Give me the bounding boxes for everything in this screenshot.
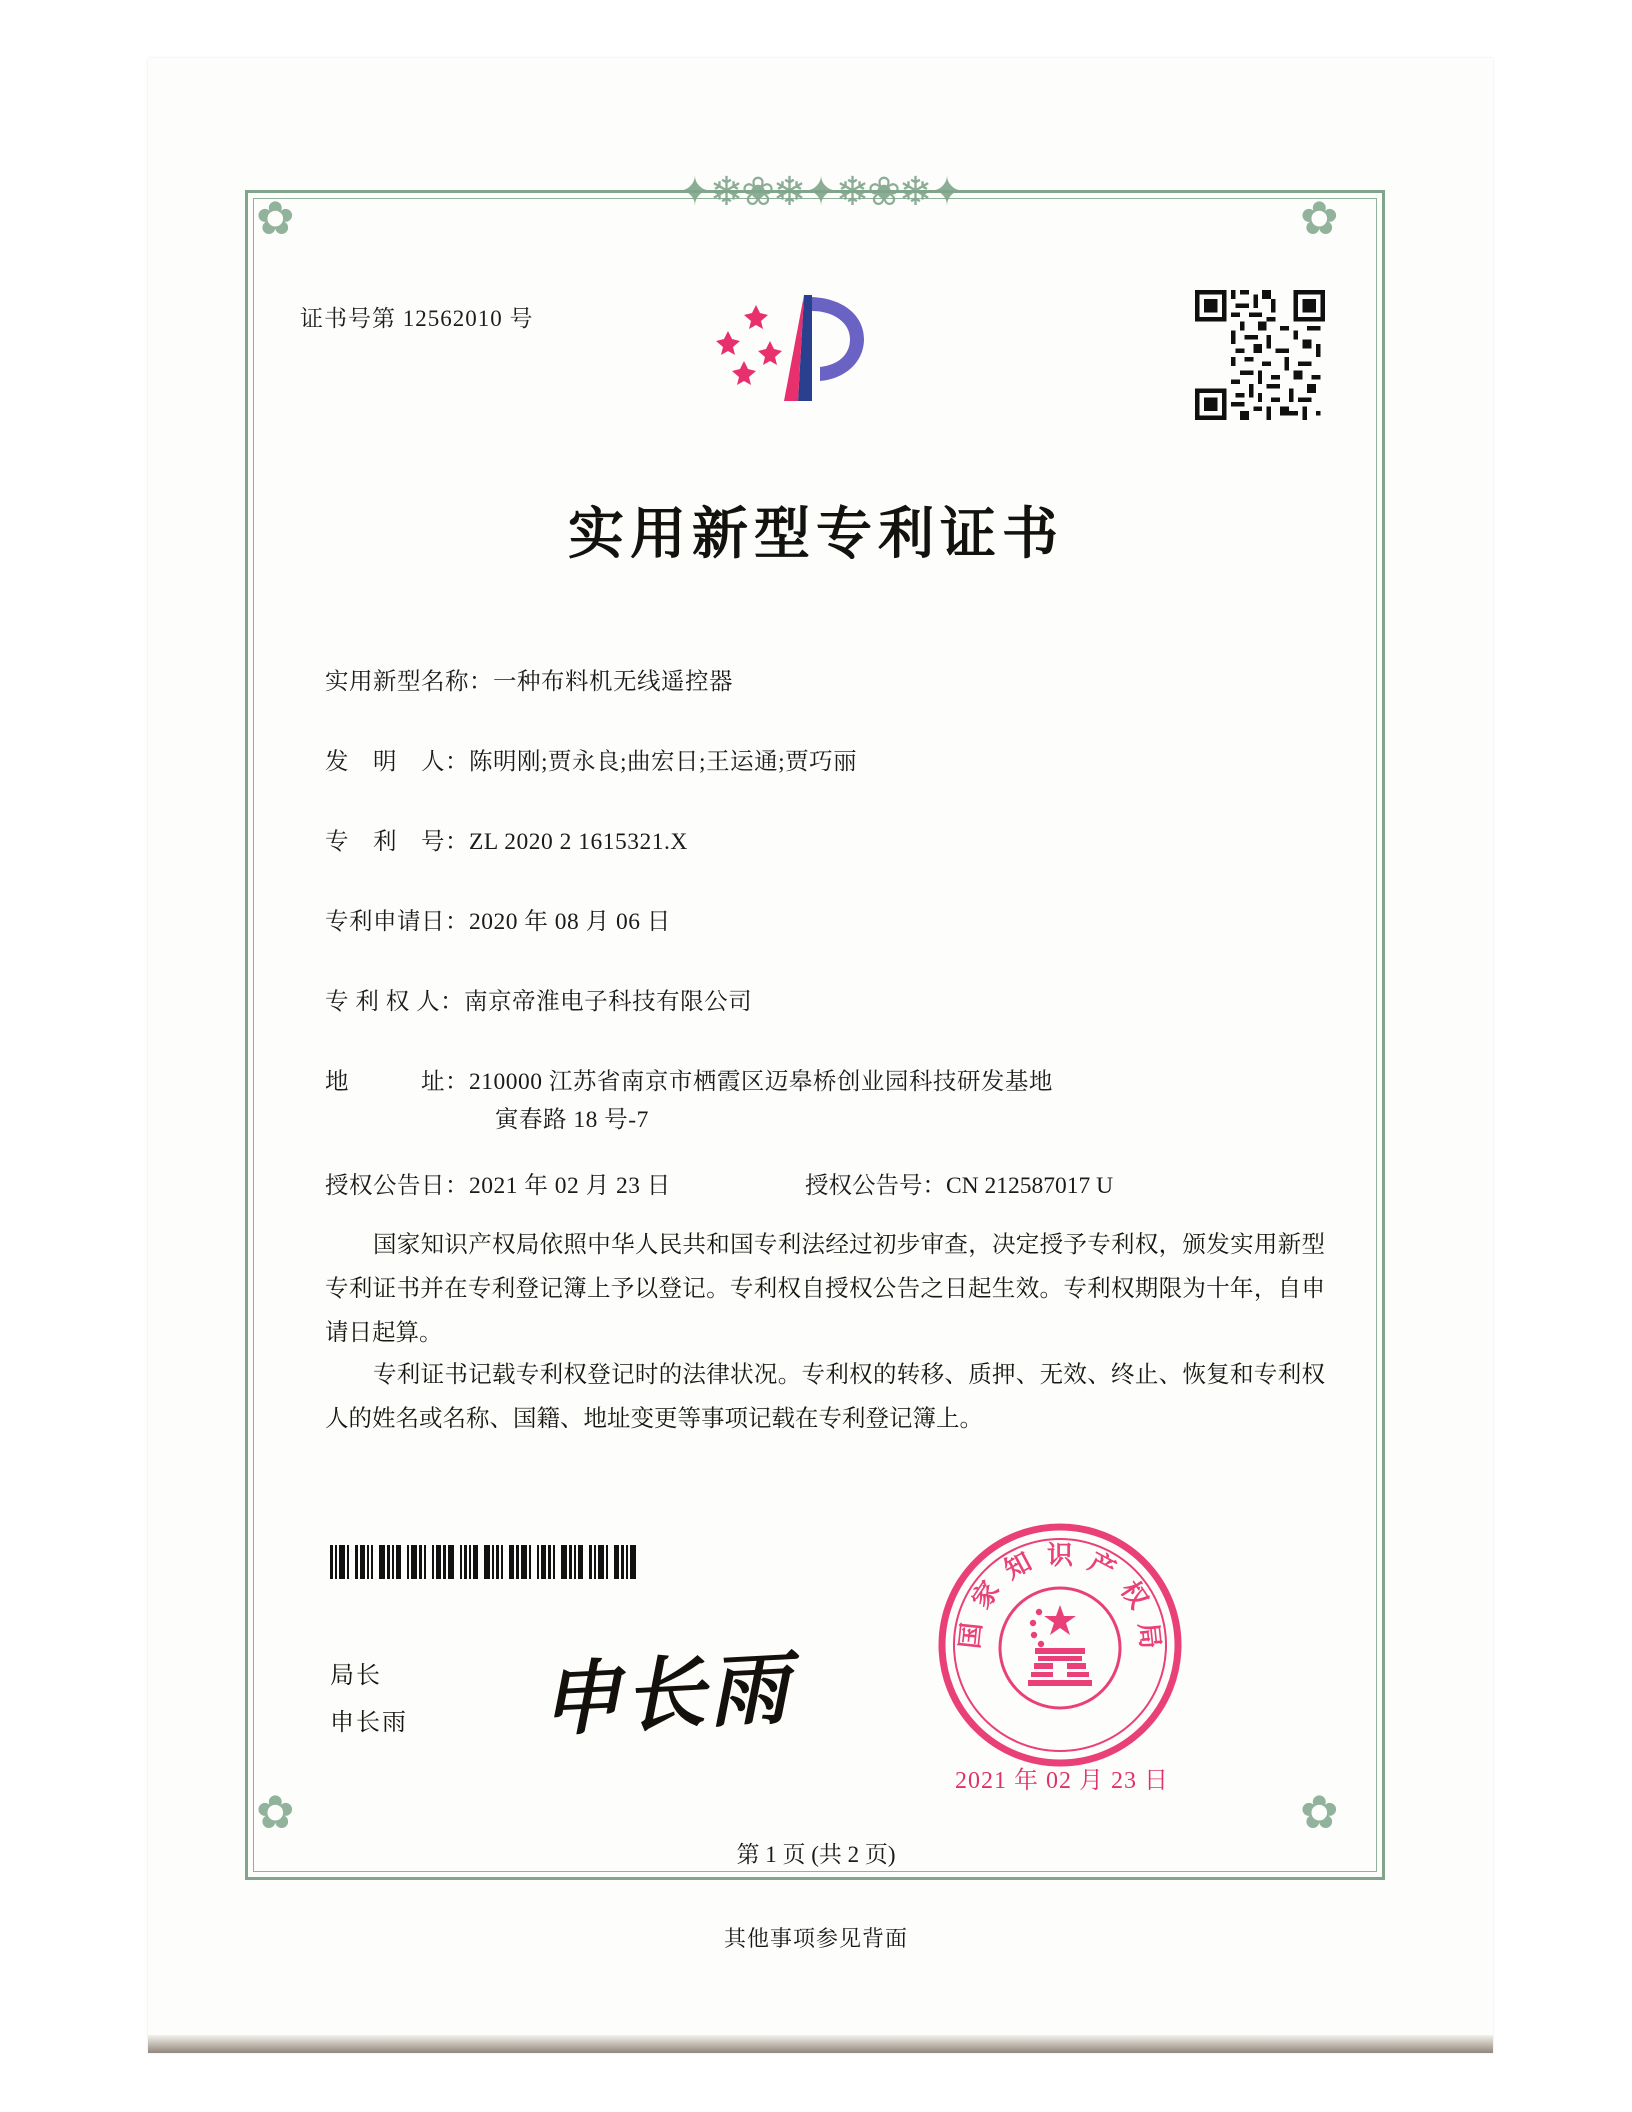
svg-text:知: 知 <box>999 1547 1037 1586</box>
director-title-label: 局长 <box>330 1663 382 1689</box>
field-label: 专 利 权 人： <box>325 989 465 1015</box>
field-address-line2: 寅春路 18 号-7 <box>495 1107 649 1133</box>
field-value: 一种布料机无线遥控器 <box>493 669 733 695</box>
seal-date: 2021 年 02 月 23 日 <box>955 1768 1169 1794</box>
corner-ornament-top-left: ✿ <box>256 193 291 244</box>
scan-edge-bottom <box>148 2035 1493 2053</box>
field-address <box>325 1062 1053 1096</box>
top-ornament: ✦❄❀❄✦❄❀❄✦ <box>678 169 962 214</box>
field-value: ZL 2020 2 1615321.X <box>469 829 688 855</box>
cnipa-official-seal <box>935 1520 1185 1770</box>
cnipa-logo-icon <box>712 283 892 413</box>
field-value: 2020 年 08 月 06 日 <box>469 909 671 935</box>
field-label: 实用新型名称： <box>325 669 493 695</box>
field-value: CN 212587017 U <box>946 1173 1114 1199</box>
corner-ornament-bottom-left: ✿ <box>256 1787 291 1838</box>
director-name-label: 申长雨 <box>330 1710 408 1736</box>
field-label: 专 利 号： <box>325 829 469 855</box>
svg-text:局: 局 <box>1132 1621 1165 1651</box>
page-title: 实用新型专利证书 <box>568 501 1064 567</box>
field-label: 专利申请日： <box>325 909 469 935</box>
field-value: 南京帝淮电子科技有限公司 <box>464 989 753 1015</box>
certificate-number: 证书号第 12562010 号 <box>300 306 534 331</box>
field-grant-date <box>325 1166 671 1200</box>
page-indicator: 第 1 页 (共 2 页) <box>736 1842 896 1867</box>
svg-text:国: 国 <box>955 1621 988 1651</box>
field-grant-number <box>805 1166 1113 1200</box>
corner-ornament-top-right: ✿ <box>1300 193 1335 244</box>
field-label: 授权公告日： <box>325 1173 469 1199</box>
field-patentee <box>325 982 752 1016</box>
handwritten-signature: 申长雨 <box>538 1640 795 1748</box>
field-label: 地 址： <box>325 1069 469 1095</box>
field-patent-number <box>325 822 688 856</box>
field-label: 发 明 人： <box>325 749 469 775</box>
field-value: 2021 年 02 月 23 日 <box>469 1173 671 1199</box>
field-value: 陈明刚;贾永良;曲宏日;王运通;贾巧丽 <box>469 749 858 775</box>
barcode <box>330 1545 670 1579</box>
legal-paragraph-2: 专利证书记载专利权登记时的法律状况。专利权的转移、质押、无效、终止、恢复和专利权人的姓名或名称、国籍、地址变更等事项记载在专利登记簿上。 <box>325 1360 1325 1432</box>
field-application-date <box>325 902 671 936</box>
decorative-border-frame-inner <box>253 193 1377 1872</box>
field-label: 授权公告号： <box>805 1173 946 1199</box>
footer-note: 其他事项参见背面 <box>723 1926 908 1951</box>
qr-code-icon <box>1195 290 1325 420</box>
svg-text:识: 识 <box>1046 1541 1074 1571</box>
field-utility-model-name <box>325 662 733 696</box>
field-value: 210000 江苏省南京市栖霞区迈皋桥创业园科技研发基地 <box>469 1069 1053 1095</box>
svg-text:产: 产 <box>1083 1547 1121 1586</box>
field-inventor <box>325 742 857 776</box>
legal-paragraph-1: 国家知识产权局依照中华人民共和国专利法经过初步审查，决定授予专利权，颁发实用新型专利证书并在专利登记簿上予以登记。专利权自授权公告之日起生效。专利权期限为十年，自申请日起算。 <box>325 1230 1325 1346</box>
svg-text:家: 家 <box>966 1576 1006 1615</box>
svg-text:权: 权 <box>1114 1576 1154 1615</box>
corner-ornament-bottom-right: ✿ <box>1300 1787 1335 1838</box>
